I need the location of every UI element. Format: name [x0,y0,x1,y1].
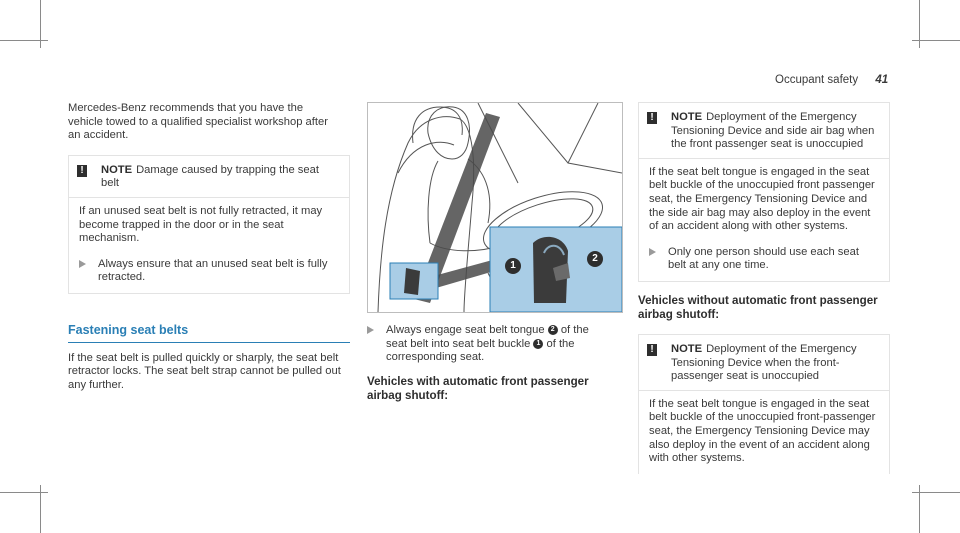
intro-paragraph: Mercedes-Benz recommends that you have the vehicle towed to a qualified specialist workshop after an accident. [68,102,328,142]
note-header [69,156,349,197]
warning-icon: ! [647,112,657,124]
callout-2: 2 [587,251,603,267]
note-body-text: If an unused seat belt is not fully retracted, it may become trapped in the door or in the seat mechanism. [79,204,323,245]
note-title-text: Deployment of the Emergency Tensioning Device and side air bag when the front passenger seat is unoccupied [671,111,875,151]
note-title-text: Damage caused by trapping the seat belt [101,163,319,190]
illustration-drawing [368,103,622,312]
crop-mark [0,492,48,493]
instruction-step [367,324,621,365]
note-box-deployment-1 [638,102,890,282]
note-title-text: Deployment of the Emergency Tensioning Device when the front-passenger seat is unoccupied [671,342,857,383]
running-header [775,74,888,88]
note-body [639,390,889,474]
note-body-text: If the seat belt tongue is engaged in the seat belt buckle of the unoccupied front passenger seat, the Emergency Tensioning Device and the side air bag may also deploy in the event of an accident along with other systems. [649,165,875,233]
warning-icon: ! [77,165,87,177]
note-box-trapping [68,155,350,294]
note-label: NOTE [101,163,133,176]
note-body [639,158,889,281]
step-text: Only one person should use each seat belt at any one time. [668,245,859,272]
heading-without-auto-shutoff: Vehicles without automatic front passenger airbag shutoff: [638,293,878,321]
section-paragraph: If the seat belt is pulled quickly or sharply, the seat belt retractor locks. The seat belt strap cannot be pulled out any further. [68,351,341,391]
note-body-text: If the seat belt tongue is engaged in the seat belt buckle of the unoccupied front-passenger seat, the Emergency Tensioning Device may also deploy in the event of an accident along with other systems. [649,397,876,465]
step-text-part: of the corresponding seat. [386,337,575,364]
header-page-number: 41 [875,74,889,86]
note-title [671,343,879,384]
step-text-part: of the seat belt into seat belt buckle [386,324,589,350]
header-section: Occupant safety [775,74,859,86]
note-label: NOTE [671,342,703,355]
section-title-fastening: Fastening seat belts [68,324,350,343]
note-title [671,111,879,152]
callout-1: 1 [505,258,521,274]
note-label: NOTE [671,111,703,123]
note-header [639,103,889,158]
step-arrow-icon [79,260,86,268]
note-header [639,335,889,390]
step-text-part: Always engage seat belt tongue [386,324,545,336]
step-arrow-icon [367,326,374,334]
step-text: Always ensure that an unused seat belt is fully retracted. [98,257,328,284]
note-title [101,164,339,191]
crop-mark [912,40,960,41]
seat-belt-illustration [367,102,623,313]
crop-mark [912,492,960,493]
column-1 [68,102,350,392]
warning-icon: ! [647,344,657,356]
instruction-step [79,258,339,285]
column-2 [367,324,621,403]
step-text [386,324,606,365]
note-box-deployment-2 [638,334,890,474]
crop-mark [0,40,48,41]
heading-with-auto-shutoff: Vehicles with automatic front passenger airbag shutoff: [367,374,589,402]
note-body [69,197,349,293]
instruction-step [649,246,879,273]
callout-ref-1: 1 [533,339,543,349]
step-arrow-icon [649,248,656,256]
column-3 [638,102,890,474]
callout-ref-2: 2 [548,325,558,335]
